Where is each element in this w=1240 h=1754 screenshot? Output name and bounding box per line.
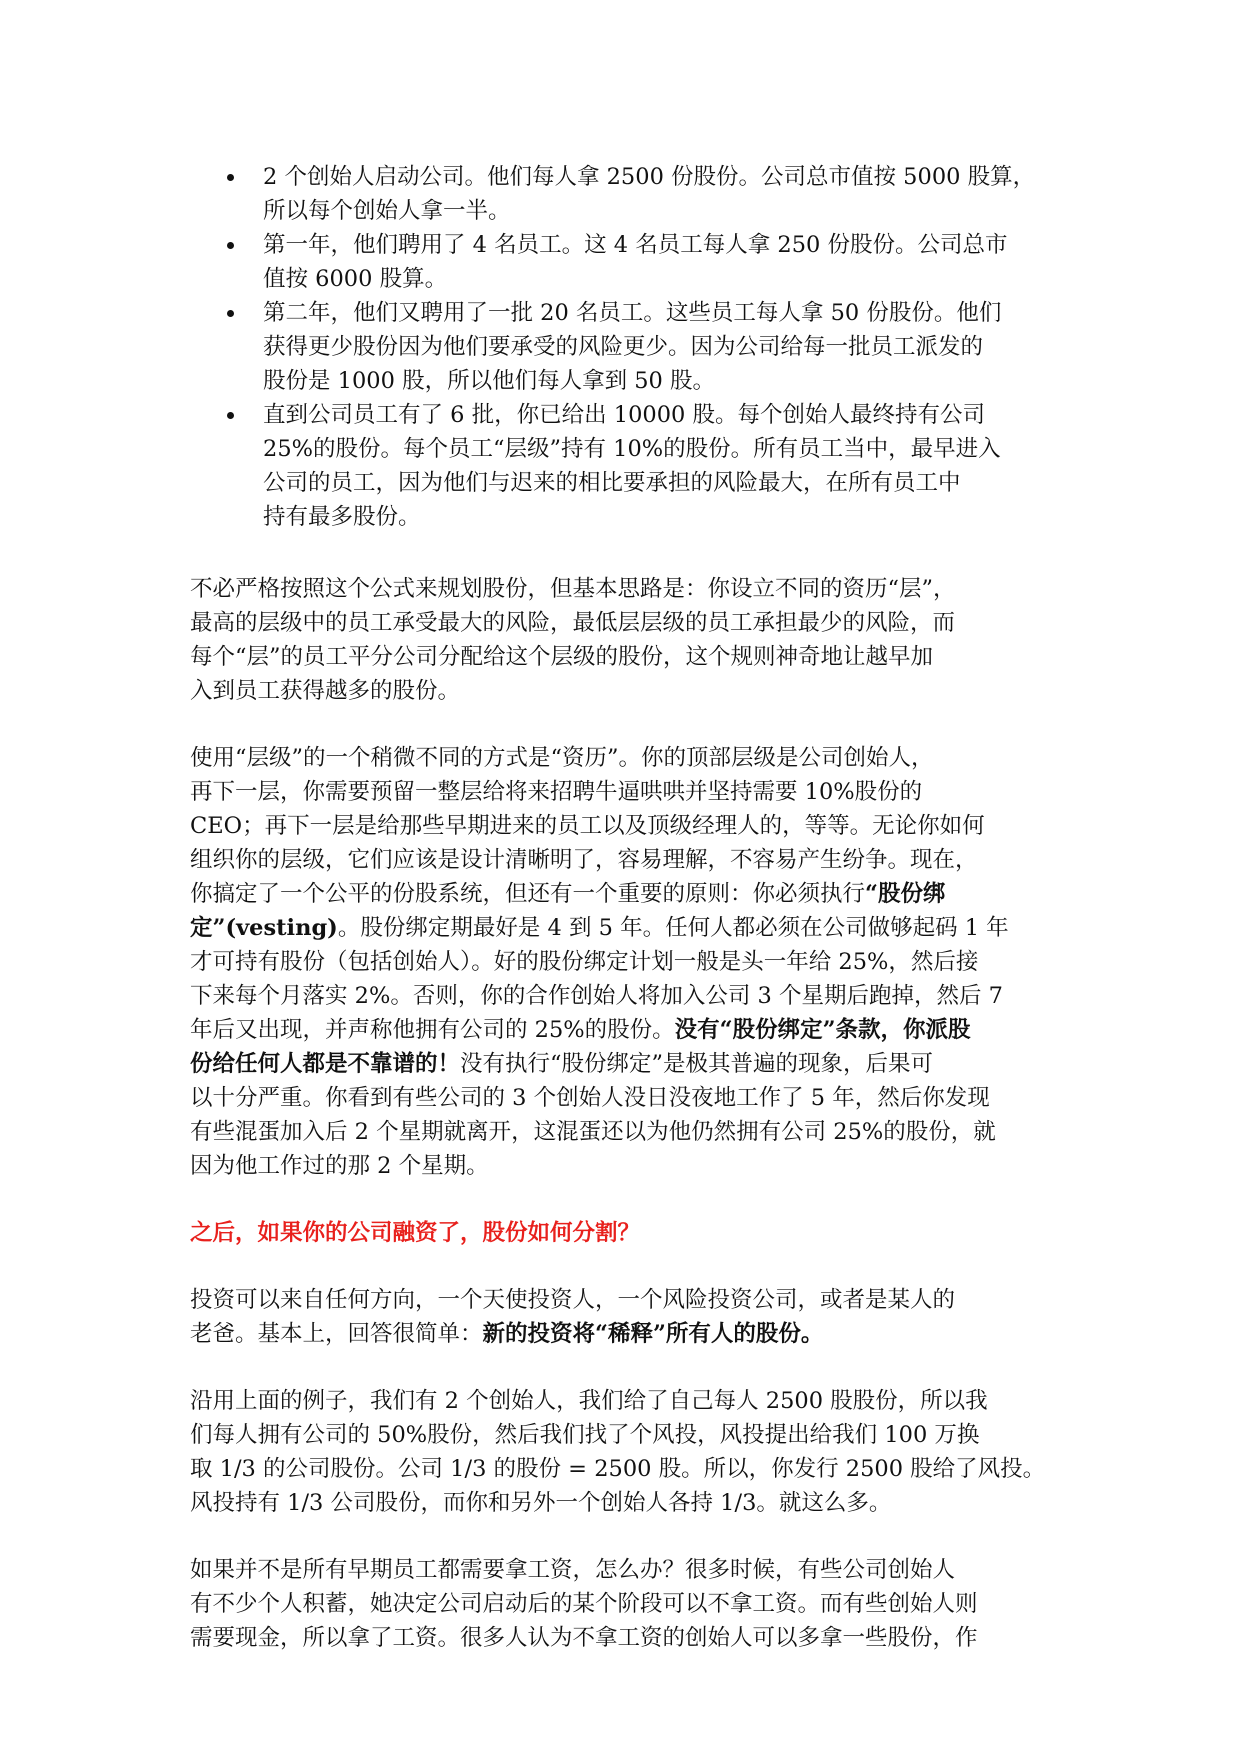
list-item-line: 所以每个创始人拿一半。 <box>263 198 511 224</box>
paragraph-line <box>190 877 1070 911</box>
list-item <box>190 228 1070 296</box>
paragraph-line: 每个“层”的员工平分公司分配给这个层级的股份，这个规则神奇地让越早加 <box>190 644 934 670</box>
bold-term: “股份绑 <box>865 881 946 907</box>
paragraph-dilution <box>190 1283 1070 1351</box>
list-item <box>190 296 1070 398</box>
paragraph-line: 风投持有 1/3 公司股份，而你和另外一个创始人各持 1/3。就这么多。 <box>190 1490 892 1516</box>
text-run: 没有执行“股份绑定”是极其普遍的现象，后果可 <box>460 1051 934 1077</box>
list-item-line: 25%的股份。每个员工“层级”持有 10%的股份。所有员工当中，最早进入 <box>263 436 1001 462</box>
paragraph-line: 有不少个人积蓄，她决定公司启动后的某个阶段可以不拿工资。而有些创始人则 <box>190 1591 978 1617</box>
bullet-dot-icon <box>227 412 234 419</box>
paragraph-line: 需要现金，所以拿了工资。很多人认为不拿工资的创始人可以多拿一些股份，作 <box>190 1625 978 1651</box>
paragraph-vesting <box>190 741 1070 1183</box>
list-item-line: 2 个创始人启动公司。他们每人拿 2500 份股份。公司总市值按 5000 股算， <box>263 164 1036 190</box>
paragraph-line: 沿用上面的例子，我们有 2 个创始人，我们给了自己每人 2500 股股份，所以我 <box>190 1388 988 1414</box>
paragraph-line: 组织你的层级，它们应该是设计清晰明了，容易理解，不容易产生纷争。现在， <box>190 847 978 873</box>
paragraph-tier-principle <box>190 572 1070 708</box>
paragraph-line: 如果并不是所有早期员工都需要拿工资，怎么办？很多时候，有些公司创始人 <box>190 1557 956 1583</box>
list-item-line: 值按 6000 股算。 <box>263 266 448 292</box>
text-run: 。股份绑定期最好是 4 到 5 年。任何人都必须在公司做够起码 1 年 <box>337 915 1009 941</box>
list-item <box>190 160 1070 228</box>
bullet-dot-icon <box>227 310 234 317</box>
bullet-dot-icon <box>227 242 234 249</box>
paragraph-line: 取 1/3 的公司股份。公司 1/3 的股份 = 2500 股。所以，你发行 2500 股给了风投。 <box>190 1456 1046 1482</box>
paragraph-line: 以十分严重。你看到有些公司的 3 个创始人没日没夜地工作了 5 年，然后你发现 <box>190 1085 990 1111</box>
section-heading: 之后，如果你的公司融资了，股份如何分割？ <box>190 1220 641 1246</box>
text-run: 年后又出现，并声称他拥有公司的 25%的股份。 <box>190 1017 675 1043</box>
paragraph-line: 因为他工作过的那 2 个星期。 <box>190 1153 489 1179</box>
paragraph-line: 下来每个月落实 2%。否则，你的合作创始人将加入公司 3 个星期后跑掉，然后 7 <box>190 983 1003 1009</box>
bold-warning: 没有“股份绑定”条款，你派股 <box>674 1017 971 1043</box>
paragraph-line: 入到员工获得越多的股份。 <box>190 678 461 704</box>
text-run: 你搞定了一个公平的份股系统，但还有一个重要的原则：你必须执行 <box>190 881 866 907</box>
paragraph-line <box>190 911 1070 945</box>
paragraph-line: 使用“层级”的一个稍微不同的方式是“资历”。你的顶部层级是公司创始人， <box>190 745 934 771</box>
paragraph-vc-example <box>190 1384 1070 1520</box>
list-item-line: 持有最多股份。 <box>263 504 421 530</box>
paragraph-line <box>190 1047 1070 1081</box>
paragraph-line: 投资可以来自任何方向，一个天使投资人，一个风险投资公司，或者是某人的 <box>190 1287 956 1313</box>
bold-term: 定”(vesting) <box>190 915 338 941</box>
list-item-line: 获得更少股份因为他们要承受的风险更少。因为公司给每一批员工派发的 <box>263 334 984 360</box>
paragraph-line <box>190 1013 1070 1047</box>
paragraph-line: 不必严格按照这个公式来规划股份，但基本思路是：你设立不同的资历“层”， <box>190 576 956 602</box>
list-item-line: 公司的员工，因为他们与迟来的相比要承担的风险最大，在所有员工中 <box>263 470 961 496</box>
list-item-line: 股份是 1000 股，所以他们每人拿到 50 股。 <box>263 368 716 394</box>
bold-warning: 份给任何人都是不靠谱的！ <box>190 1051 461 1077</box>
paragraph-line <box>190 1317 1070 1351</box>
list-item-line: 第二年，他们又聘用了一批 20 名员工。这些员工每人拿 50 份股份。他们 <box>263 300 1002 326</box>
paragraph-salary <box>190 1553 1070 1655</box>
paragraph-line: 才可持有股份（包括创始人）。好的股份绑定计划一般是头一年给 25%，然后接 <box>190 949 979 975</box>
document-page <box>190 160 1070 1688</box>
bold-answer: 新的投资将“稀释”所有人的股份。 <box>482 1321 824 1347</box>
list-item-line: 第一年，他们聘用了 4 名员工。这 4 名员工每人拿 250 份股份。公司总市 <box>263 232 1008 258</box>
bullet-list <box>190 160 1070 534</box>
paragraph-line: 有些混蛋加入后 2 个星期就离开，这混蛋还以为他仍然拥有公司 25%的股份，就 <box>190 1119 996 1145</box>
paragraph-line: CEO；再下一层是给那些早期进来的员工以及顶级经理人的，等等。无论你如何 <box>190 813 985 839</box>
text-run: 老爸。基本上，回答很简单： <box>190 1321 483 1347</box>
list-item-line: 直到公司员工有了 6 批，你已给出 10000 股。每个创始人最终持有公司 <box>263 402 986 428</box>
paragraph-line: 们每人拥有公司的 50%股份，然后我们找了个风投，风投提出给我们 100 万换 <box>190 1422 980 1448</box>
paragraph-line: 最高的层级中的员工承受最大的风险，最低层层级的员工承担最少的风险，而 <box>190 610 956 636</box>
paragraph-line: 再下一层，你需要预留一整层给将来招聘牛逼哄哄并坚持需要 10%股份的 <box>190 779 923 805</box>
list-item <box>190 398 1070 534</box>
bullet-dot-icon <box>227 174 234 181</box>
